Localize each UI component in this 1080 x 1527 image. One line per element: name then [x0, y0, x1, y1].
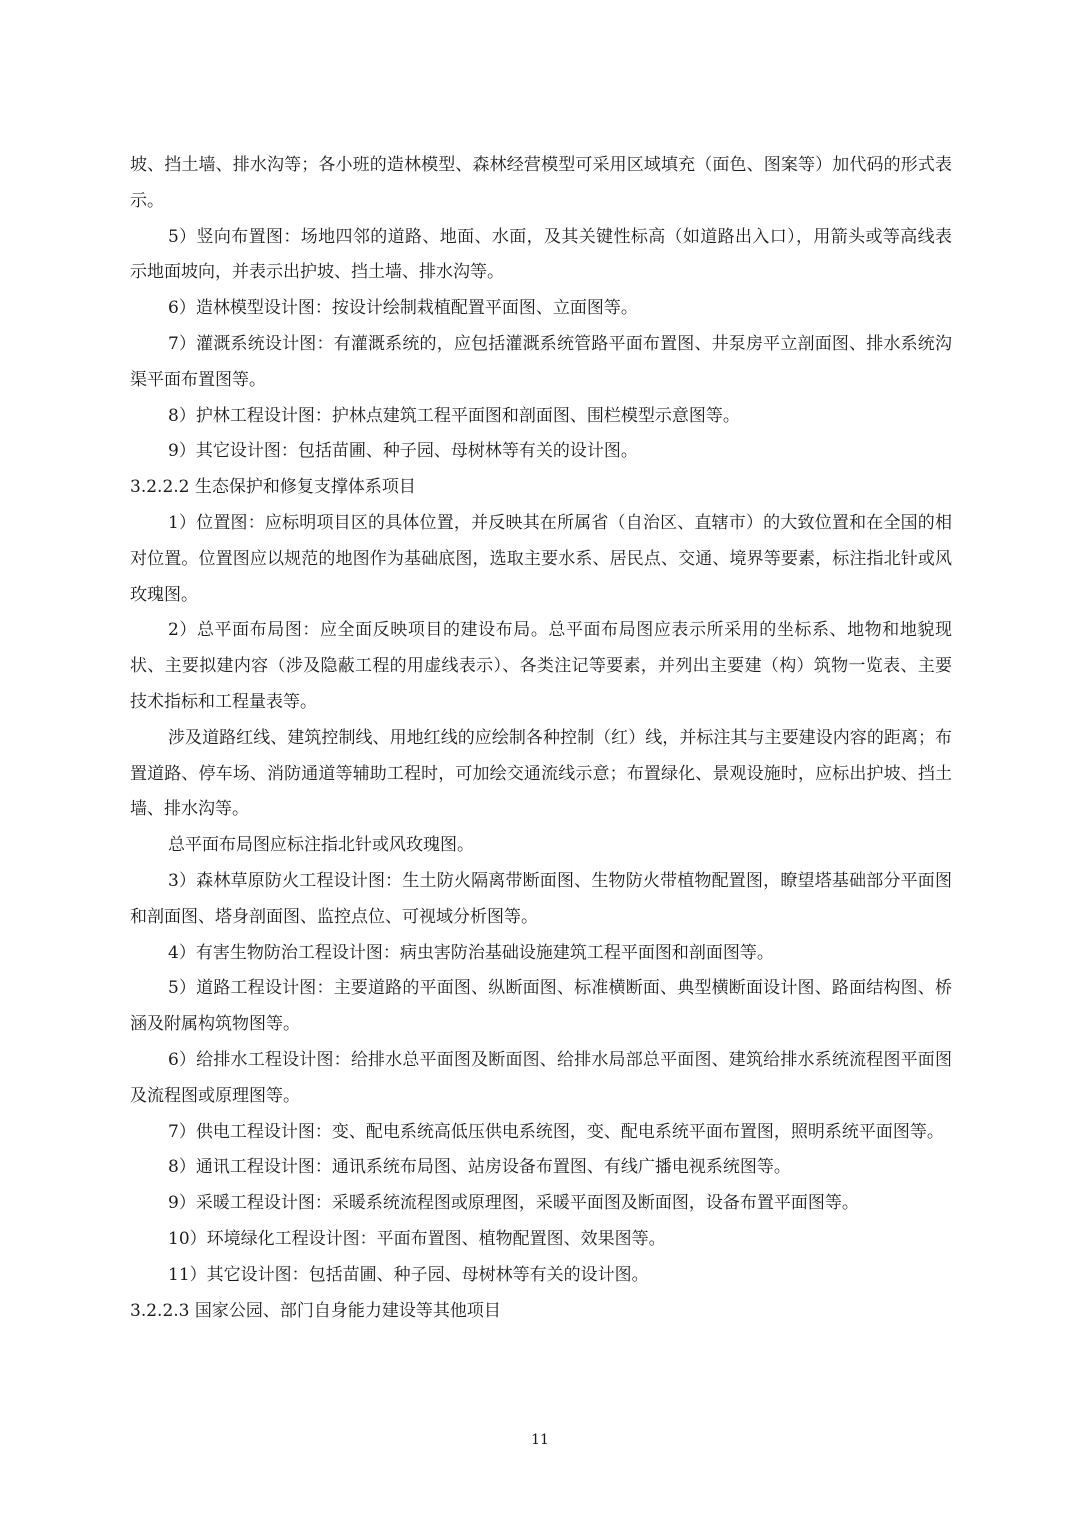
paragraph-item: 3）森林草原防火工程设计图：生土防火隔离带断面图、生物防火带植物配置图，瞭望塔基础部分平面图和剖面图、塔身剖面图、监控点位、可视域分析图等。: [130, 870, 952, 927]
paragraph-item: 11）其它设计图：包括苗圃、种子园、母树林等有关的设计图。: [168, 1264, 649, 1285]
paragraph-item: 总平面布局图应标注指北针或风玫瑰图。: [168, 835, 474, 856]
section-heading: 3.2.2.3 国家公园、部门自身能力建设等其他项目: [130, 1300, 501, 1321]
document-body: [130, 148, 952, 1329]
paragraph-item: 8）护林工程设计图：护林点建筑工程平面图和剖面图、围栏模型示意图等。: [168, 405, 740, 426]
paragraph-item: 7）供电工程设计图：变、配电系统高低压供电系统图，变、配电系统平面布置图，照明系统平面图等。: [168, 1121, 944, 1142]
paragraph-item: 1）位置图：应标明项目区的具体位置，并反映其在所属省（自治区、直辖市）的大致位置和在全国的相对位置。位置图应以规范的地图作为基础底图，选取主要水系、居民点、交通、境界等要素，标注指北针或风玫瑰图。: [130, 512, 952, 605]
paragraph-item: 2）总平面布局图：应全面反映项目的建设布局。总平面布局图应表示所采用的坐标系、地物和地貌现状、主要拟建内容（涉及隐蔽工程的用虚线表示）、各类注记等要素，并列出主要建（构）筑物一览表、主要技术指标和工程量表等。: [130, 620, 952, 712]
page-number: 11: [531, 1432, 549, 1448]
paragraph-continuation: 坡、挡土墙、排水沟等；各小班的造林模型、森林经营模型可采用区域填充（面色、图案等）加代码的形式表示。: [130, 155, 952, 211]
paragraph-item: 10）环境绿化工程设计图：平面布置图、植物配置图、效果图等。: [168, 1228, 666, 1249]
paragraph-item: 6）给排水工程设计图：给排水总平面图及断面图、给排水局部总平面图、建筑给排水系统流程图平面图及流程图或原理图等。: [130, 1049, 952, 1106]
paragraph-item: 4）有害生物防治工程设计图：病虫害防治基础设施建筑工程平面图和剖面图等。: [168, 942, 774, 963]
section-heading: 3.2.2.2 生态保护和修复支撑体系项目: [130, 477, 416, 498]
paragraph-item: 8）通讯工程设计图：通讯系统布局图、站房设备布置图、有线广播电视系统图等。: [168, 1157, 791, 1178]
paragraph-item: 7）灌溉系统设计图：有灌溉系统的，应包括灌溉系统管路平面布置图、井泵房平立剖面图、排水系统沟渠平面布置图等。: [130, 333, 952, 390]
paragraph-item: 涉及道路红线、建筑控制线、用地红线的应绘制各种控制（红）线，并标注其与主要建设内容的距离；布置道路、停车场、消防通道等辅助工程时，可加绘交通流线示意；布置绿化、景观设施时，应标出护坡、挡土墙、排水沟等。: [130, 727, 952, 820]
paragraph-item: 6）造林模型设计图：按设计绘制栽植配置平面图、立面图等。: [168, 298, 638, 319]
paragraph-item: 9）采暖工程设计图：采暖系统流程图或原理图，采暖平面图及断面图，设备布置平面图等。: [168, 1193, 859, 1214]
paragraph-item: 5）道路工程设计图：主要道路的平面图、纵断面图、标准横断面、典型横断面设计图、路面结构图、桥涵及附属构筑物图等。: [130, 978, 952, 1035]
paragraph-item: 5）竖向布置图：场地四邻的道路、地面、水面，及其关键性标高（如道路出入口），用箭头或等高线表示地面坡向，并表示出护坡、挡土墙、排水沟等。: [130, 226, 952, 283]
paragraph-item: 9）其它设计图：包括苗圃、种子园、母树林等有关的设计图。: [168, 441, 638, 462]
